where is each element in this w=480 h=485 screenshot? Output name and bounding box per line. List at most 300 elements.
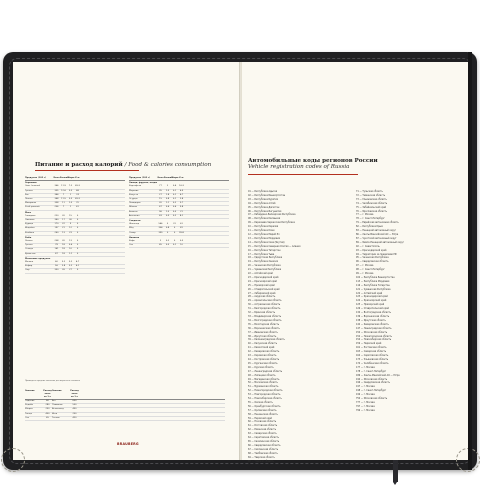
food-cell: Бананы bbox=[129, 210, 138, 213]
region-code-item: 178 — г. Санкт-Петербург bbox=[356, 369, 387, 373]
food-cell: 344 bbox=[54, 193, 59, 196]
food-cell: 26 bbox=[62, 269, 65, 272]
food-cell: 18 bbox=[62, 248, 65, 251]
food-cell: 9,8 bbox=[179, 206, 184, 209]
food-cell: 0,3 bbox=[179, 240, 184, 243]
food-cell: Овес (хлопья) bbox=[25, 185, 41, 188]
region-code-item: 82 — Республика Крым bbox=[356, 225, 383, 229]
food-cell: 0,1 bbox=[172, 244, 177, 247]
region-code-item: 11 — Республика Коми bbox=[248, 229, 275, 233]
food-cell: 69,3 bbox=[75, 185, 80, 188]
region-code-item: 161 — Ростовская область bbox=[356, 346, 387, 350]
activity-cell: Йога bbox=[52, 412, 58, 415]
region-code-item: 70 — Томская область bbox=[248, 459, 274, 463]
region-code-item: 163 — Самарская область bbox=[356, 350, 387, 354]
food-cell: 0 bbox=[76, 214, 79, 217]
region-code-item: 98 — г. Санкт-Петербург bbox=[356, 268, 385, 272]
region-code-item: 173 — Ульяновская область bbox=[356, 357, 389, 361]
region-code-item: 113 — Республика Мордовия bbox=[356, 279, 390, 283]
activity-table bbox=[25, 390, 225, 421]
food-cell: 56 bbox=[55, 265, 58, 268]
activity-cell: 600 bbox=[72, 400, 77, 403]
region-code-item: 07 — Кабардино-Балкарская Республика bbox=[248, 213, 296, 217]
notebook-cover bbox=[3, 52, 477, 470]
food-cell: 0,1 bbox=[172, 198, 177, 201]
region-code-item: 25 — Приморский край bbox=[248, 283, 275, 287]
food-cell: 0,4 bbox=[172, 206, 177, 209]
food-cell: 0 bbox=[76, 231, 79, 234]
food-cell: 0,1 bbox=[172, 189, 177, 192]
region-code-item: 32 — Брянская область bbox=[248, 311, 276, 315]
food-cell: 22 bbox=[62, 223, 65, 226]
region-code-item: 01 — Республика Адыгея bbox=[248, 190, 278, 193]
region-code-item: 50 — Московская область bbox=[248, 381, 278, 385]
region-code-item: 12 — Республика Марий Эл bbox=[248, 232, 280, 236]
food-cell: Свинина bbox=[25, 219, 35, 222]
food-section-title: Напитки bbox=[129, 236, 140, 239]
food-cell: 18 bbox=[62, 252, 65, 255]
region-code-item: 59 — Пермский край bbox=[248, 416, 272, 420]
food-header-cell: Продукты (100 г) bbox=[129, 177, 150, 179]
food-cell: 17 bbox=[62, 219, 65, 222]
region-code-item: 124 — Красноярский край bbox=[356, 299, 387, 303]
food-cell: 1,1 bbox=[165, 202, 170, 205]
food-section-title: Молочные продукты bbox=[25, 257, 51, 260]
region-code-item: 92 — г. Севастополь bbox=[356, 244, 380, 248]
region-code-item: 797 — г. Москва bbox=[356, 404, 375, 408]
region-code-item: 48 — Липецкая область bbox=[248, 373, 276, 377]
food-cell: 0,4 bbox=[172, 185, 177, 188]
region-code-item: 99 — г. Москва bbox=[356, 272, 374, 276]
food-cell: 2,8 bbox=[179, 198, 184, 201]
region-code-item: 08 — Республика Калмыкия bbox=[248, 217, 281, 221]
region-code-item: 09 — Карачаево-Черкесская Республика bbox=[248, 221, 295, 225]
region-code-item: 14 — Республика Саха (Якутия) bbox=[248, 240, 285, 244]
region-code-item: 122 — Алтайский край bbox=[356, 291, 383, 295]
food-cell: Рис bbox=[25, 193, 29, 196]
table-row bbox=[129, 244, 229, 248]
food-cell: 0,8 bbox=[165, 198, 170, 201]
food-cell: 0,4 bbox=[165, 206, 170, 209]
food-cell: Помидоры bbox=[129, 202, 141, 205]
table-row bbox=[25, 417, 225, 421]
food-cell: Говядина bbox=[25, 214, 36, 217]
table-row bbox=[129, 232, 229, 236]
codes-subtitle: Vehicle registration codes of Russia bbox=[248, 164, 350, 170]
region-code-item: 18 — Удмуртская Республика bbox=[248, 256, 283, 260]
region-code-item: 777 — г. Москва bbox=[356, 400, 375, 404]
brand-logo: BRAUBERG bbox=[117, 442, 139, 446]
region-code-item: 136 — Воронежская область bbox=[356, 315, 390, 318]
food-cell: 87 bbox=[55, 252, 58, 255]
region-code-item: 142 — Кемеровская область bbox=[356, 322, 389, 326]
food-cell: 350 bbox=[54, 269, 59, 272]
region-code-item: 152 — Нижегородская область bbox=[356, 334, 392, 338]
food-header-cell: Жиры bbox=[67, 177, 75, 179]
right-title-rule bbox=[248, 174, 358, 175]
activity-cell: Велосипед bbox=[52, 408, 64, 411]
food-cell: 0 bbox=[76, 244, 79, 247]
region-code-item: 126 — Ставропольский край bbox=[356, 307, 389, 311]
activity-cell: Теннис bbox=[52, 416, 60, 419]
region-code-item: 36 — Воронежская область bbox=[248, 326, 280, 330]
region-code-item: 53 — Новгородская область bbox=[248, 393, 281, 397]
activity-header bbox=[25, 390, 225, 400]
food-cell: Морковь bbox=[129, 189, 139, 192]
food-cell: 366 bbox=[54, 185, 59, 188]
region-code-item: 39 — Калининградская область bbox=[248, 338, 285, 342]
region-code-item: 159 — Пермский край bbox=[356, 342, 382, 346]
region-code-item: 27 — Хабаровский край bbox=[248, 291, 276, 295]
food-cell: Креветки bbox=[25, 252, 36, 255]
table-row bbox=[25, 269, 125, 273]
food-cell: 3,3 bbox=[68, 189, 73, 192]
food-cell: 77 bbox=[159, 185, 162, 188]
region-code-item: 86 — Ханты-Мансийский АО — Югра bbox=[356, 232, 399, 236]
activity-cell: Сидение bbox=[25, 400, 35, 403]
region-code-item: 174 — Челябинская область bbox=[356, 361, 389, 365]
food-cell: 0,6 bbox=[68, 244, 73, 247]
left-title-rule bbox=[35, 170, 139, 171]
region-code-item: 87 — Чукотский автономный округ bbox=[356, 236, 397, 240]
food-cell: 27 bbox=[69, 269, 72, 272]
food-cell: 11,9 bbox=[61, 185, 66, 188]
food-cell: 0,9 bbox=[165, 214, 170, 217]
region-code-item: 89 — Ямало-Ненецкий автономный округ bbox=[356, 240, 404, 244]
food-cell: 0 bbox=[76, 269, 79, 272]
region-code-item: 190 — Московская область bbox=[356, 377, 388, 381]
food-cell: 0 bbox=[173, 227, 176, 230]
region-code-item: 57 — Орловская область bbox=[248, 408, 277, 412]
food-cell: 1,3 bbox=[68, 202, 73, 205]
region-code-item: 04 — Республика Алтай bbox=[248, 201, 276, 205]
activity-header-cell: Расход ккал за 1 ч bbox=[43, 390, 52, 399]
food-cell: Пшено bbox=[25, 198, 33, 201]
food-cell: 3,7 bbox=[179, 202, 184, 205]
region-code-item: 95 — Чеченская Республика bbox=[356, 256, 389, 260]
food-cell: 47 bbox=[159, 206, 162, 209]
elastic-band bbox=[468, 52, 472, 470]
food-cell: 35 bbox=[159, 189, 162, 192]
activity-cell: Уборка bbox=[25, 408, 33, 411]
food-cell: 4,1 bbox=[75, 265, 80, 268]
region-code-item: 40 — Калужская область bbox=[248, 342, 277, 346]
food-cell: 335 bbox=[54, 189, 59, 192]
food-cell: 3,2 bbox=[61, 261, 66, 264]
food-cell: 0 bbox=[76, 219, 79, 222]
region-code-item: 58 — Пензенская область bbox=[248, 412, 278, 416]
region-code-item: 65 — Сахалинская область bbox=[248, 440, 280, 443]
activity-cell: 280 bbox=[45, 404, 50, 407]
region-code-item: 60 — Псковская область bbox=[248, 420, 277, 424]
food-cell: Макароны bbox=[25, 202, 37, 205]
food-cell: 3,2 bbox=[68, 261, 73, 264]
food-cell: 74 bbox=[76, 193, 79, 196]
food-cell: 81 bbox=[180, 227, 183, 230]
region-code-item: 51 — Мурманская область bbox=[248, 385, 279, 389]
region-code-item: 74 — Челябинская область bbox=[356, 201, 388, 205]
food-cell: 60 bbox=[55, 261, 58, 264]
food-cell: 10 bbox=[69, 248, 72, 251]
left-page-title bbox=[35, 162, 211, 168]
activity-cell: 400 bbox=[45, 412, 50, 415]
region-code-item: 97 — г. Москва bbox=[356, 264, 374, 268]
food-cell: 1,1 bbox=[68, 252, 73, 255]
region-code-item: 03 — Республика Бурятия bbox=[248, 197, 278, 201]
food-cell: 10 bbox=[180, 244, 183, 247]
activity-cell: Бег bbox=[52, 400, 56, 403]
region-code-item: 45 — Курганская область bbox=[248, 361, 278, 365]
food-cell: 0,5 bbox=[165, 244, 170, 247]
region-code-item: 72 — Тюменская область bbox=[356, 193, 386, 197]
food-cell: 11 bbox=[62, 202, 65, 205]
food-header-cell: Жиры bbox=[171, 177, 179, 179]
food-cell: 20 bbox=[62, 240, 65, 243]
region-code-item: 93 — Краснодарский край bbox=[356, 248, 387, 252]
food-cell: 12 bbox=[69, 227, 72, 230]
region-code-item: 43 — Кировская область bbox=[248, 354, 277, 358]
region-code-item: 16 — Республика Татарстан bbox=[248, 248, 281, 252]
region-code-item: 67 — Смоленская область bbox=[248, 447, 279, 451]
food-cell: 208 bbox=[54, 240, 59, 243]
food-cell: 0,2 bbox=[165, 240, 170, 243]
food-header-cell: Угл. bbox=[75, 177, 80, 179]
food-section-title: Овощи, фрукты, ягоды bbox=[129, 182, 158, 185]
food-cell: Яблоки bbox=[129, 206, 137, 209]
food-cell: 7 bbox=[62, 193, 65, 196]
food-cell: 0 bbox=[166, 231, 169, 234]
food-cell: 7,2 bbox=[68, 185, 73, 188]
region-code-item: 49 — Магаданская область bbox=[248, 377, 280, 381]
food-cell: 2,8 bbox=[61, 265, 66, 268]
region-code-item: 123 — Краснодарский край bbox=[356, 295, 388, 299]
left-page bbox=[13, 62, 240, 460]
region-code-item: 102 — Республика Башкортостан bbox=[356, 275, 395, 279]
activity-header-cell: Расход ккал за 1 ч bbox=[70, 390, 79, 399]
food-cell: 3,3 bbox=[68, 198, 73, 201]
food-cell: 4,7 bbox=[75, 261, 80, 264]
food-cell: 78 bbox=[55, 244, 58, 247]
region-code-item: 44 — Костромская область bbox=[248, 357, 280, 361]
region-code-item: 15 — Республика Северная Осетия — Алания bbox=[248, 244, 301, 248]
food-cell: Капуста bbox=[129, 193, 138, 196]
region-code-item: 33 — Владимирская область bbox=[248, 315, 282, 318]
region-code-item: 26 — Ставропольский край bbox=[248, 287, 280, 291]
region-code-item: 30 — Астраханская область bbox=[248, 303, 281, 307]
region-code-item: 125 — Приморский край bbox=[356, 303, 385, 307]
region-code-item: 38 — Иркутская область bbox=[248, 334, 277, 338]
food-cell: Кефир bbox=[25, 265, 33, 268]
right-page-title bbox=[248, 158, 448, 170]
region-code-item: 69 — Тверская область bbox=[248, 455, 275, 459]
region-code-item: 116 — Республика Татарстан bbox=[356, 283, 390, 287]
food-cell: 0 bbox=[173, 240, 176, 243]
food-cell: Кофе bbox=[129, 240, 135, 243]
codes-title: Автомобильные коды регионов России bbox=[248, 158, 378, 164]
bookmark-ribbon bbox=[393, 460, 398, 482]
activity-header-cell: Занятие bbox=[52, 390, 62, 392]
food-cell: 99,8 bbox=[179, 231, 184, 234]
activity-header-cell: Занятие bbox=[25, 390, 35, 392]
food-cell: 0 bbox=[76, 252, 79, 255]
food-cell: 260 bbox=[54, 231, 59, 234]
region-code-item: 28 — Амурская область bbox=[248, 295, 276, 299]
food-cell: 96 bbox=[159, 210, 162, 213]
food-cell: 1,5 bbox=[165, 210, 170, 213]
food-cell: 20 bbox=[62, 214, 65, 217]
food-cell: Гречка bbox=[25, 189, 33, 192]
food-cell: 170 bbox=[54, 223, 59, 226]
food-header-cell: Ккал bbox=[53, 177, 60, 179]
food-cell: Апельсин bbox=[129, 214, 140, 217]
food-cell: 13 bbox=[62, 231, 65, 234]
food-cell: 1 bbox=[69, 206, 72, 209]
food-table-header bbox=[25, 177, 125, 181]
region-code-item: 799 — г. Москва bbox=[356, 408, 375, 412]
region-code-item: 55 — Омская область bbox=[248, 400, 273, 404]
food-cell: 15 bbox=[159, 198, 162, 201]
activity-cell: 420 bbox=[72, 416, 77, 419]
food-cell: Хлеб ржаной bbox=[25, 206, 40, 209]
activity-cell: Плавание bbox=[52, 404, 63, 407]
region-code-item: 35 — Вологодская область bbox=[248, 322, 280, 326]
region-code-item: 29 — Архангельская область bbox=[248, 299, 282, 303]
food-section-title: Сладости bbox=[129, 220, 141, 223]
region-code-item: 94 — Территории за пределами РФ bbox=[356, 252, 397, 256]
region-code-item: 41 — Камчатский край bbox=[248, 346, 275, 350]
food-header-cell: Белки bbox=[60, 177, 68, 179]
food-cell: 304 bbox=[158, 227, 163, 230]
region-code-item: 61 — Ростовская область bbox=[248, 424, 278, 428]
region-code-item: 63 — Самарская область bbox=[248, 432, 277, 436]
food-table-1 bbox=[25, 177, 125, 274]
region-code-item: 147 — Ленинградская область bbox=[356, 326, 392, 330]
food-cell: 69,3 bbox=[75, 198, 80, 201]
food-cell: Сок bbox=[129, 244, 133, 247]
region-code-item: 154 — Новосибирская область bbox=[356, 338, 392, 342]
region-code-item: 78 — г. Санкт-Петербург bbox=[356, 217, 385, 221]
region-code-item: 62 — Рязанская область bbox=[248, 428, 276, 432]
food-cell: 0,8 bbox=[165, 227, 170, 230]
region-code-item: 71 — Тульская область bbox=[356, 190, 383, 193]
food-cell: 348 bbox=[54, 198, 59, 201]
food-note: Приведены средние значения для взрослого человека bbox=[25, 380, 80, 382]
region-code-item: 75 — Забайкальский край bbox=[356, 205, 387, 209]
food-cell: Картофель bbox=[129, 185, 142, 188]
table-row bbox=[25, 232, 125, 236]
food-header-cell: Ккал bbox=[157, 177, 164, 179]
region-code-item: 37 — Ивановская область bbox=[248, 330, 278, 334]
food-cell: 68 bbox=[76, 189, 79, 192]
table-row bbox=[25, 206, 125, 210]
food-cell: 220 bbox=[54, 214, 59, 217]
activity-cell: 200 bbox=[72, 412, 77, 415]
food-cell: 0 bbox=[76, 240, 79, 243]
food-cell: 0,2 bbox=[172, 202, 177, 205]
food-cell: 12,6 bbox=[61, 189, 66, 192]
food-cell: 41 bbox=[76, 206, 79, 209]
food-cell: 7 bbox=[62, 206, 65, 209]
food-cell: 0,5 bbox=[172, 210, 177, 213]
region-code-item: 05 — Республика Дагестан bbox=[248, 205, 280, 209]
region-code-item: 19 — Республика Хакасия bbox=[248, 260, 278, 264]
food-cell: Сельдь bbox=[25, 248, 33, 251]
food-cell: Индейка bbox=[25, 227, 35, 230]
food-cell: 27 bbox=[159, 193, 162, 196]
page-corner-mark bbox=[1, 448, 25, 472]
table-row bbox=[25, 253, 125, 257]
region-code-item: 66 — Свердловская область bbox=[248, 443, 281, 447]
food-cell: 45 bbox=[159, 244, 162, 247]
food-cell: 1 bbox=[69, 193, 72, 196]
food-header-cell: Продукты (100 г) bbox=[25, 177, 46, 179]
food-cell: 1,3 bbox=[165, 189, 170, 192]
food-cell: 21 bbox=[62, 227, 65, 230]
food-cell: 11,5 bbox=[61, 198, 66, 201]
activity-cell: Ходьба bbox=[25, 404, 33, 407]
codes-column-1 bbox=[248, 190, 300, 463]
region-code-item: 138 — Иркутская область bbox=[356, 318, 386, 322]
food-cell: 2 bbox=[166, 185, 169, 188]
region-code-item: 83 — Ненецкий автономный округ bbox=[356, 229, 396, 233]
food-cell: 70 bbox=[76, 202, 79, 205]
region-code-item: 150 — Московская область bbox=[356, 330, 388, 334]
region-code-item: 10 — Республика Карелия bbox=[248, 225, 279, 229]
region-code-item: 164 — Саратовская область bbox=[356, 354, 389, 358]
region-code-item: 750 — Московская область bbox=[356, 397, 388, 401]
food-cell: 4,7 bbox=[179, 193, 184, 196]
region-code-item: 42 — Кемеровская область bbox=[248, 350, 280, 354]
right-page bbox=[241, 62, 468, 463]
region-code-item: 02 — Республика Башкортостан bbox=[248, 193, 286, 197]
region-code-item: 54 — Новосибирская область bbox=[248, 397, 282, 401]
food-cell: Треска bbox=[25, 244, 33, 247]
food-cell: 0 bbox=[173, 231, 176, 234]
food-cell: Курица bbox=[25, 223, 34, 226]
food-cell: Шоколад bbox=[129, 223, 140, 226]
food-cell: 61 bbox=[180, 223, 183, 226]
food-cell: 340 bbox=[54, 219, 59, 222]
food-table-header bbox=[129, 177, 229, 181]
activity-cell: 80 bbox=[46, 400, 49, 403]
food-cell: 161 bbox=[54, 248, 59, 251]
food-cell: 9 bbox=[69, 223, 72, 226]
activity-cell: Сон bbox=[25, 416, 30, 419]
food-cell: 399 bbox=[158, 231, 163, 234]
region-code-item: 79 — Еврейская автономная область bbox=[356, 221, 399, 225]
food-header-cell: Угл. bbox=[179, 177, 184, 179]
food-cell: 21 bbox=[180, 210, 183, 213]
food-cell: 13 bbox=[69, 240, 72, 243]
food-cell: 197 bbox=[54, 227, 59, 230]
region-code-item: 34 — Волгоградская область bbox=[248, 318, 282, 322]
activity-cell: 500 bbox=[72, 404, 77, 407]
food-cell: 2 bbox=[159, 240, 162, 243]
region-code-item: 31 — Белгородская область bbox=[248, 307, 281, 311]
food-cell: 30 bbox=[69, 219, 72, 222]
food-cell: 0 bbox=[76, 223, 79, 226]
region-code-item: 47 — Ленинградская область bbox=[248, 369, 283, 373]
food-cell: 0,1 bbox=[172, 193, 177, 196]
food-cell: 15 bbox=[69, 214, 72, 217]
region-code-item: 52 — Нижегородская область bbox=[248, 389, 283, 393]
region-code-item: 134 — Волгоградская область bbox=[356, 311, 391, 315]
region-code-item: 177 — г. Москва bbox=[356, 365, 375, 369]
region-code-item: 24 — Красноярский край bbox=[248, 279, 277, 283]
food-cell: Сахар bbox=[129, 231, 136, 234]
region-code-item: 22 — Алтайский край bbox=[248, 272, 273, 276]
food-cell: Мёд bbox=[129, 227, 134, 230]
